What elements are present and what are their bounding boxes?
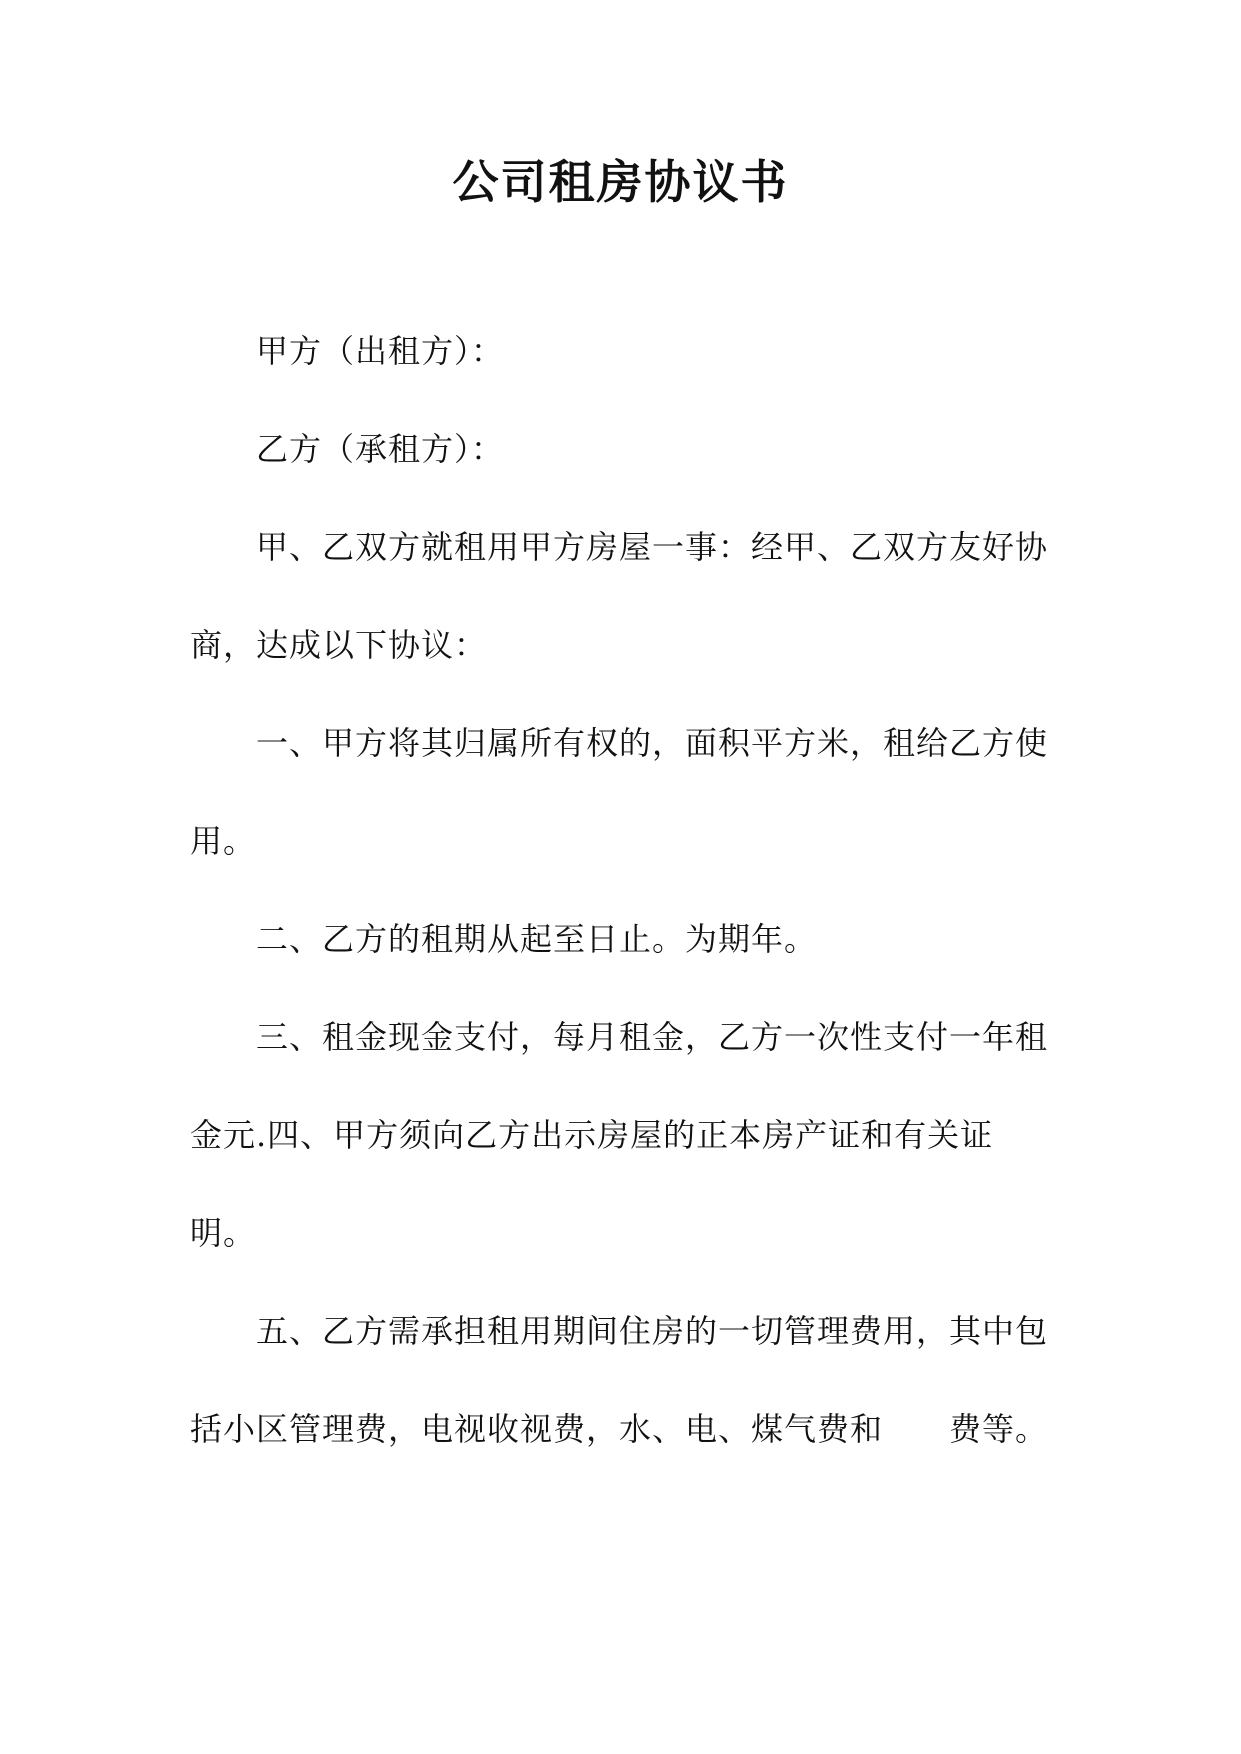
document-body xyxy=(190,302,1050,1478)
document-title: 公司租房协议书 xyxy=(452,155,789,209)
clause-5: 五、乙方需承担租用期间住房的一切管理费用，其中包括小区管理费，电视收视费，水、电、煤气费和 费等。 xyxy=(190,1312,1049,1448)
clause-2: 二、乙方的租期从起至日止。为期年。 xyxy=(256,920,818,958)
agreement-intro: 甲、乙双方就租用甲方房屋一事：经甲、乙双方友好协商，达成以下协议： xyxy=(190,528,1049,664)
clause-3-4: 三、租金现金支付，每月租金，乙方一次性支付一年租金元.四、甲方须向乙方出示房屋的正本房产证和有关证明。 xyxy=(190,1018,1049,1252)
party-a-line: 甲方（出租方）： xyxy=(256,332,505,370)
clause-1: 一、甲方将其归属所有权的，面积平方米，租给乙方使用。 xyxy=(190,724,1049,860)
party-b-line: 乙方（承租方）： xyxy=(256,430,505,468)
